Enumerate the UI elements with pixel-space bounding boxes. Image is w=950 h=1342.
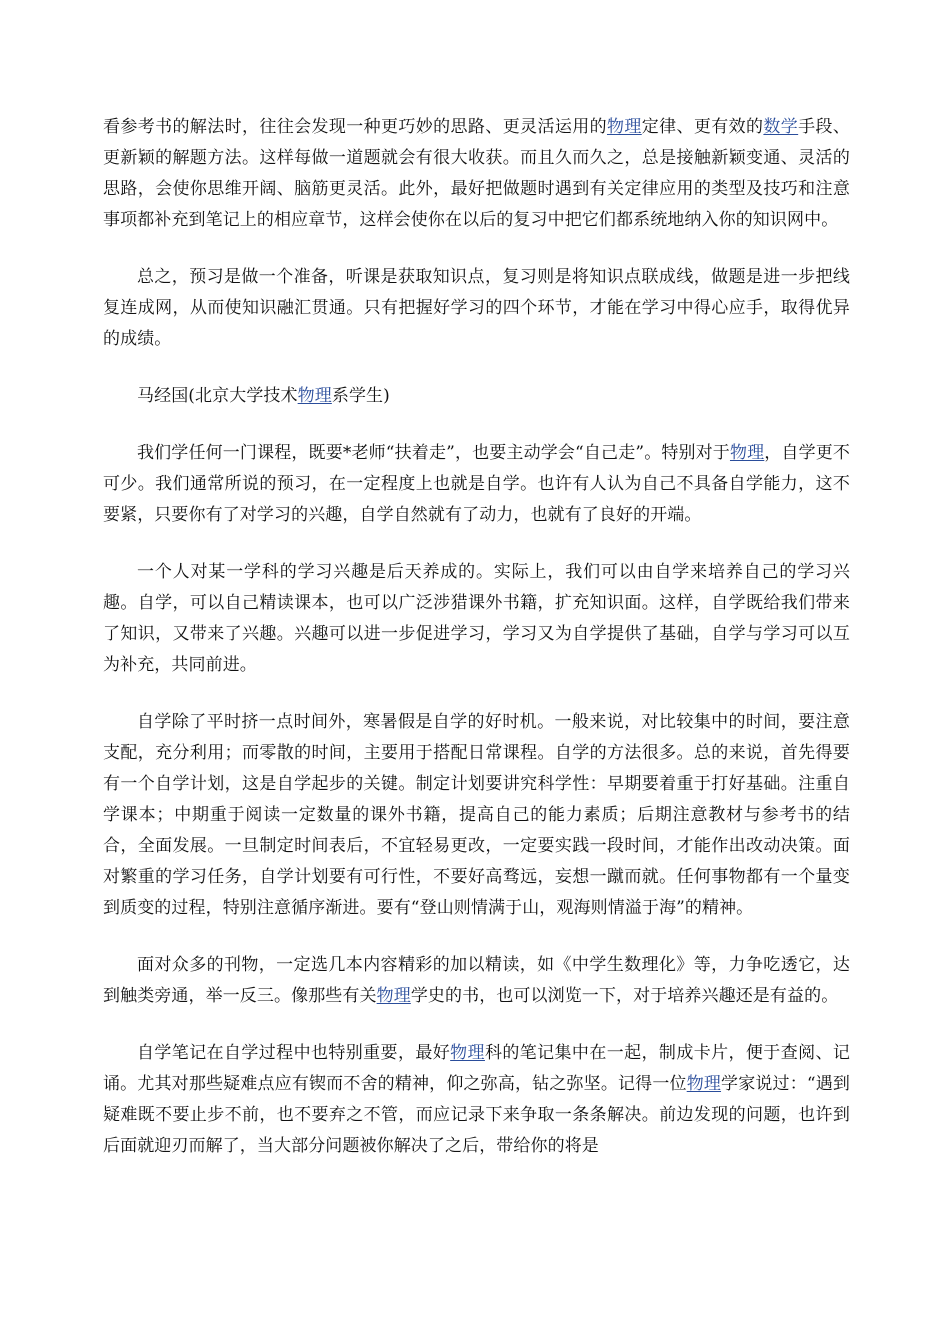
paragraph-2 — [103, 262, 850, 355]
paragraph-text: 自学笔记在自学过程中也特别重要，最好 — [137, 1043, 451, 1063]
paragraph-7 — [103, 950, 850, 1012]
paragraph-3 — [103, 381, 850, 412]
hyperlink-物理[interactable]: 物理 — [686, 1074, 722, 1094]
paragraph-6 — [103, 707, 850, 924]
paragraph-text: 手段、更新颖的解题方法。这样每做一道题就会有很大收获。而且久而久之，总是接触新颖变通、灵活的思路，会使你思维开阔、脑筋更灵活。此外，最好把做题时遇到有关定律应用的类型及技巧和注意事项都补充到笔记上的相应章节，这样会使你在以后的复习中把它们都系统地纳入你的知识网中。 — [103, 117, 851, 230]
paragraph-4 — [103, 438, 850, 531]
paragraph-text: 总之，预习是做一个准备，听课是获取知识点，复习则是将知识点联成线，做题是进一步把线复连成网，从而使知识融汇贯通。只有把握好学习的四个环节，才能在学习中得心应手，取得优异的成绩。 — [103, 267, 850, 349]
paragraph-text: 我们学任何一门课程，既要*老师“扶着走”，也要主动学会“自己走”。特别对于 — [137, 443, 730, 463]
hyperlink-物理[interactable]: 物理 — [450, 1043, 485, 1063]
paragraph-1 — [103, 112, 850, 236]
hyperlink-物理[interactable]: 物理 — [376, 986, 411, 1006]
paragraph-text: 面对众多的刊物，一定选几本内容精彩的加以精读，如《中学生数理化》等，力争吃透它，达到触类旁通，举一反三。像那些有关 — [103, 955, 850, 1006]
paragraph-text: 看参考书的解法时，往往会发现一种更巧妙的思路、更灵活运用的 — [103, 117, 607, 137]
paragraph-text: 学史的书，也可以浏览一下，对于培养兴趣还是有益的。 — [410, 986, 839, 1006]
paragraph-text: 自学除了平时挤一点时间外，寒暑假是自学的好时机。一般来说，对比较集中的时间，要注意支配，充分利用；而零散的时间，主要用于搭配日常课程。自学的方法很多。总的来说，首先得要有一个自学计划，这是自学起步的关键。制定计划要讲究科学性：早期要着重于打好基础。注重自学课本；中期重于阅读一定数量的课外书籍，提高自己的能力素质；后期注意教材与参考书的结合，全面发展。一旦制定时间表后，不宜轻易更改，一定要实践一段时间，才能作出改动决策。面对繁重的学习任务，自学计划要有可行性，不要好高骛远，妄想一蹴而就。任何事物都有一个量变到质变的过程，特别注意循序渐进。要有“登山则情满于山，观海则情溢于海”的精神。 — [103, 712, 850, 918]
hyperlink-数学[interactable]: 数学 — [763, 117, 799, 137]
document-page — [103, 112, 850, 1188]
paragraph-text: 马经国(北京大学技术 — [137, 386, 298, 406]
paragraph-text: 一个人对某一学科的学习兴趣是后天养成的。实际上，我们可以由自学来培养自己的学习兴趣。自学，可以自己精读课本，也可以广泛涉猎课外书籍，扩充知识面。这样，自学既给我们带来了知识，又带来了兴趣。兴趣可以进一步促进学习，学习又为自学提供了基础，自学与学习可以互为补充，共同前进。 — [103, 562, 850, 675]
paragraph-text: 学家说过：“遇到疑难既不要止步不前，也不要弃之不管，而应记录下来争取一条条解决。前边发现的问题，也许到后面就迎刃而解了，当大部分问题被你解决了之后，带给你的将是 — [103, 1074, 850, 1156]
paragraph-text: 系学生) — [331, 386, 390, 406]
hyperlink-物理[interactable]: 物理 — [606, 117, 642, 137]
paragraph-text: 定律、更有效的 — [641, 117, 764, 137]
hyperlink-物理[interactable]: 物理 — [729, 443, 765, 463]
paragraph-text: 科的笔记集中在一起，制成卡片，便于查阅、记诵。尤其对那些疑难点应有锲而不舍的精神，仰之弥高，钻之弥坚。记得一位 — [103, 1043, 850, 1094]
paragraph-8 — [103, 1038, 850, 1162]
hyperlink-物理[interactable]: 物理 — [297, 386, 332, 406]
paragraph-5 — [103, 557, 850, 681]
paragraph-text: ，自学更不可少。我们通常所说的预习，在一定程度上也就是自学。也许有人认为自己不具备自学能力，这不要紧，只要你有了对学习的兴趣，自学自然就有了动力，也就有了良好的开端。 — [103, 443, 850, 525]
